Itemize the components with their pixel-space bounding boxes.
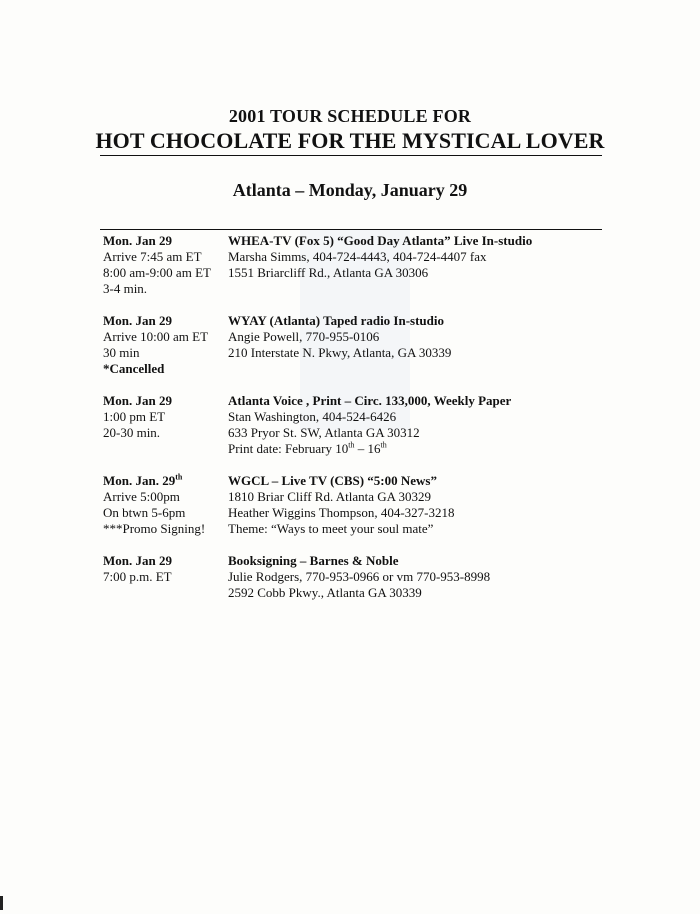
subtitle-rule <box>100 229 602 230</box>
entry-5-time: 7:00 p.m. ET <box>103 569 172 584</box>
entry-4-time-column <box>103 473 225 537</box>
entry-2-date: Mon. Jan 29 <box>103 313 172 328</box>
entry-3-outlet: Atlanta Voice , Print – Circ. 133,000, Weekly Paper <box>228 393 512 408</box>
entry-1-time-column <box>103 233 225 297</box>
entry-4-date-text: Mon. Jan. 29 <box>103 473 176 488</box>
entry-3-address: 633 Pryor St. SW, Atlanta GA 30312 <box>228 425 420 440</box>
entry-5-outlet: Booksigning – Barnes & Noble <box>228 553 399 568</box>
entry-2-arrive: Arrive 10:00 am ET <box>103 329 209 344</box>
entry-4-on-air: On btwn 5-6pm <box>103 505 186 520</box>
entry-2-details <box>228 313 608 361</box>
entry-4-outlet: WGCL – Live TV (CBS) “5:00 News” <box>228 473 437 488</box>
entry-1-contact: Marsha Simms, 404-724-4443, 404-724-4407 fax <box>228 249 487 264</box>
entry-5-details <box>228 553 608 601</box>
print-date-end: – 16 <box>354 441 381 456</box>
entry-2-duration: 30 min <box>103 345 140 360</box>
entry-2-address: 210 Interstate N. Pkwy, Atlanta, GA 30339 <box>228 345 452 360</box>
entry-4-date <box>103 473 225 489</box>
entry-2-contact: Angie Powell, 770-955-0106 <box>228 329 380 344</box>
entry-1-outlet: WHEA-TV (Fox 5) “Good Day Atlanta” Live In-studio <box>228 233 533 248</box>
entry-1-arrive: Arrive 7:45 am ET <box>103 249 202 264</box>
entry-3-time: 1:00 pm ET <box>103 409 166 424</box>
print-date-start-suffix: th <box>348 440 355 450</box>
print-date-start: Print date: February 10 <box>228 441 349 456</box>
entry-2-outlet: WYAY (Atlanta) Taped radio In-studio <box>228 313 445 328</box>
entry-4-arrive: Arrive 5:00pm <box>103 489 180 504</box>
entry-5-date: Mon. Jan 29 <box>103 553 172 568</box>
entry-1-time: 8:00 am-9:00 am ET <box>103 265 211 280</box>
entry-5-time-column <box>103 553 225 585</box>
entry-4-contact: Heather Wiggins Thompson, 404-327-3218 <box>228 505 455 520</box>
entry-5-address: 2592 Cobb Pkwy., Atlanta GA 30339 <box>228 585 422 600</box>
entry-1-date: Mon. Jan 29 <box>103 233 172 248</box>
entry-3-contact: Stan Washington, 404-524-6426 <box>228 409 397 424</box>
scan-edge-mark <box>0 896 3 910</box>
entry-4-address: 1810 Briar Cliff Rd. Atlanta GA 30329 <box>228 489 432 504</box>
entry-2-time-column <box>103 313 225 377</box>
entry-3-date: Mon. Jan 29 <box>103 393 172 408</box>
subtitle: Atlanta – Monday, January 29 <box>232 180 468 200</box>
entry-3-print-date <box>228 441 608 457</box>
entry-2-cancelled: *Cancelled <box>103 361 165 376</box>
entry-4-date-suffix: th <box>175 472 183 482</box>
entry-1-duration: 3-4 min. <box>103 281 148 296</box>
entry-1-details <box>228 233 608 281</box>
entry-5-contact: Julie Rodgers, 770-953-0966 or vm 770-953-8998 <box>228 569 491 584</box>
entry-3-details <box>228 393 608 457</box>
entry-3-time-column <box>103 393 225 441</box>
entry-4-details <box>228 473 608 537</box>
print-date-end-suffix: th <box>380 440 387 450</box>
entry-1-address: 1551 Briarcliff Rd., Atlanta GA 30306 <box>228 265 429 280</box>
header-line-2: HOT CHOCOLATE FOR THE MYSTICAL LOVER <box>95 128 605 153</box>
header-rule <box>100 155 602 156</box>
entry-3-duration: 20-30 min. <box>103 425 161 440</box>
entry-4-promo: ***Promo Signing! <box>103 521 206 536</box>
header-line-1: 2001 TOUR SCHEDULE FOR <box>228 106 472 126</box>
entry-4-theme: Theme: “Ways to meet your soul mate” <box>228 521 434 536</box>
